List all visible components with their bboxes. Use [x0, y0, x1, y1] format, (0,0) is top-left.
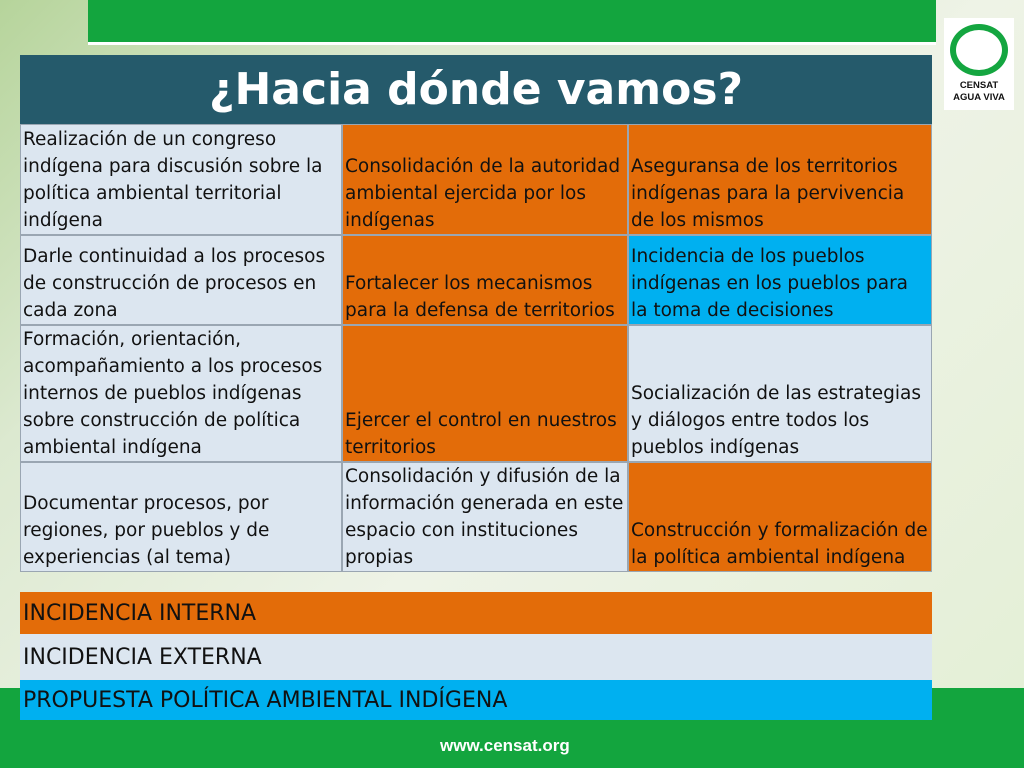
- logo-text-censat: CENSAT: [959, 80, 999, 91]
- top-green-bar: [88, 0, 936, 42]
- table-cell: Documentar procesos, por regiones, por pueblos y de experiencias (al tema): [20, 462, 342, 572]
- legend-propuesta-politica: PROPUESTA POLÍTICA AMBIENTAL INDÍGENA: [20, 680, 932, 720]
- table-cell: Socialización de las estrategias y diálogos entre todos los pueblos indígenas: [628, 325, 932, 462]
- table-cell: Aseguransa de los territorios indígenas para la pervivencia de los mismos: [628, 124, 932, 235]
- table-cell: Ejercer el control en nuestros territorios: [342, 325, 628, 462]
- censat-logo: [944, 18, 1014, 110]
- table-cell: Consolidación y difusión de la información generada en este espacio con instituciones propias: [342, 462, 628, 572]
- table-cell: Incidencia de los pueblos indígenas en los pueblos para la toma de decisiones: [628, 235, 932, 325]
- logo-text-agua-viva: AGUA VIVA: [953, 92, 1005, 103]
- table-cell: Construcción y formalización de la política ambiental indígena: [628, 462, 932, 572]
- table-cell: Consolidación de la autoridad ambiental ejercida por los indígenas: [342, 124, 628, 235]
- table-cell: Darle continuidad a los procesos de construcción de procesos en cada zona: [20, 235, 342, 325]
- table-cell: Realización de un congreso indígena para discusión sobre la política ambiental territorial indígena: [20, 124, 342, 235]
- slide-title: ¿Hacia dónde vamos?: [20, 55, 932, 124]
- top-bar-divider: [88, 42, 936, 45]
- legend-incidencia-externa: INCIDENCIA EXTERNA: [20, 634, 932, 680]
- strategy-table: [20, 124, 932, 572]
- logo-ring-icon: [950, 24, 1008, 76]
- footer-url: www.censat.org: [440, 736, 570, 755]
- legend-incidencia-interna: INCIDENCIA INTERNA: [20, 592, 932, 634]
- table-cell: Fortalecer los mecanismos para la defensa de territorios: [342, 235, 628, 325]
- table-cell: Formación, orientación, acompañamiento a los procesos internos de pueblos indígenas sobre construcción de política ambiental indígena: [20, 325, 342, 462]
